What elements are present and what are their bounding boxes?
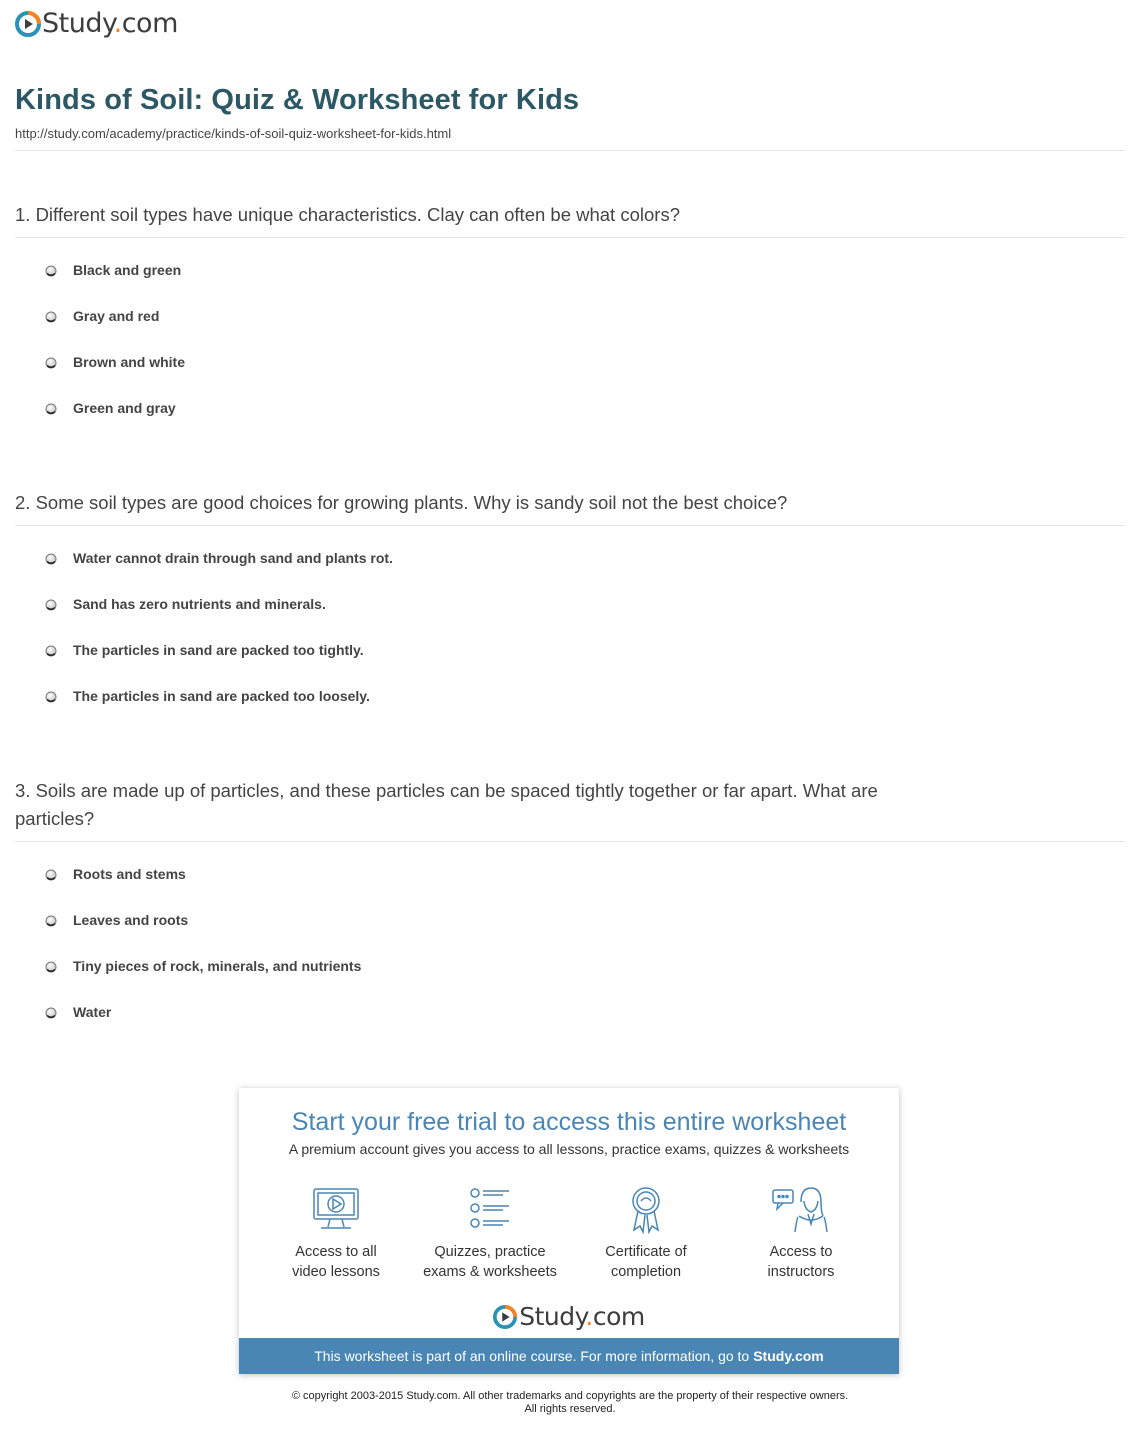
study-logo-icon [15,11,41,37]
feature-caption: Certificate of [605,1244,687,1260]
feature-caption: Access to [769,1244,833,1260]
answer-option[interactable]: Tiny pieces of rock, minerals, and nutrients [45,956,361,976]
radio-icon[interactable] [45,960,57,972]
radio-icon[interactable] [45,1006,57,1018]
copyright-footer [0,1390,1140,1416]
promo-study-logo[interactable] [239,1302,899,1331]
answer-option[interactable]: Brown and white [45,352,185,372]
answer-option[interactable]: The particles in sand are packed too loosely. [45,686,370,706]
answer-option[interactable]: Water cannot drain through sand and plants rot. [45,548,393,568]
certificate-icon [621,1184,671,1234]
feature-certificate [571,1184,721,1282]
feature-video-lessons [261,1184,411,1282]
question-1 [15,201,1125,238]
answer-option[interactable]: Sand has zero nutrients and minerals. [45,594,326,614]
feature-instructors [726,1184,876,1282]
answer-option[interactable]: Green and gray [45,398,176,418]
promo-bar-text: This worksheet is part of an online course. For more information, go to [314,1348,750,1364]
feature-caption: video lessons [292,1264,380,1280]
question-text: 3. Soils are made up of particles, and these particles can be spaced tightly together or far apart. What are particles? [15,777,1125,842]
feature-caption: Access to all [295,1244,377,1260]
study-logo[interactable] [15,10,178,38]
question-text: 2. Some soil types are good choices for growing plants. Why is sandy soil not the best choice? [15,489,1125,526]
study-logo-wordmark: Study.com [519,1302,645,1331]
answer-option[interactable]: The particles in sand are packed too tightly. [45,640,364,660]
radio-icon[interactable] [45,868,57,880]
feature-caption: exams & worksheets [423,1264,557,1280]
feature-caption: instructors [767,1264,835,1280]
answer-option[interactable]: Roots and stems [45,864,186,884]
feature-quizzes [415,1184,565,1282]
video-lesson-icon [311,1184,361,1234]
study-logo-wordmark: Study.com [42,8,178,39]
copyright-line: All rights reserved. [524,1403,616,1415]
radio-icon[interactable] [45,598,57,610]
feature-caption: completion [610,1264,682,1280]
promo-subtitle: A premium account gives you access to all lessons, practice exams, quizzes & worksheets [288,1141,850,1157]
answer-option[interactable]: Black and green [45,260,181,280]
quiz-list-icon [465,1184,515,1234]
feature-caption: Quizzes, practice [434,1244,546,1260]
promo-title[interactable]: Start your free trial to access this entire worksheet [291,1108,847,1136]
radio-icon[interactable] [45,356,57,368]
radio-icon[interactable] [45,402,57,414]
radio-icon[interactable] [45,552,57,564]
answer-option[interactable]: Water [45,1002,111,1022]
copyright-line: © copyright 2003-2015 Study.com. All other trademarks and copyrights are the property of their respective owners. [291,1390,849,1402]
promo-bar-link[interactable]: Study.com [753,1348,824,1364]
study-logo-icon [493,1305,517,1329]
radio-icon[interactable] [45,310,57,322]
question-2 [15,489,1125,526]
page-url[interactable]: http://study.com/academy/practice/kinds-of-soil-quiz-worksheet-for-kids.html [15,126,452,141]
free-trial-promo [239,1088,899,1374]
radio-icon[interactable] [45,914,57,926]
page-title: Kinds of Soil: Quiz & Worksheet for Kids [15,84,580,116]
promo-info-bar [239,1338,899,1374]
question-3 [15,777,1125,842]
radio-icon[interactable] [45,644,57,656]
header-divider [15,150,1125,151]
answer-option[interactable]: Gray and red [45,306,159,326]
radio-icon[interactable] [45,690,57,702]
question-text: 1. Different soil types have unique characteristics. Clay can often be what colors? [15,201,1125,238]
answer-option[interactable]: Leaves and roots [45,910,188,930]
instructor-icon [771,1184,831,1234]
radio-icon[interactable] [45,264,57,276]
